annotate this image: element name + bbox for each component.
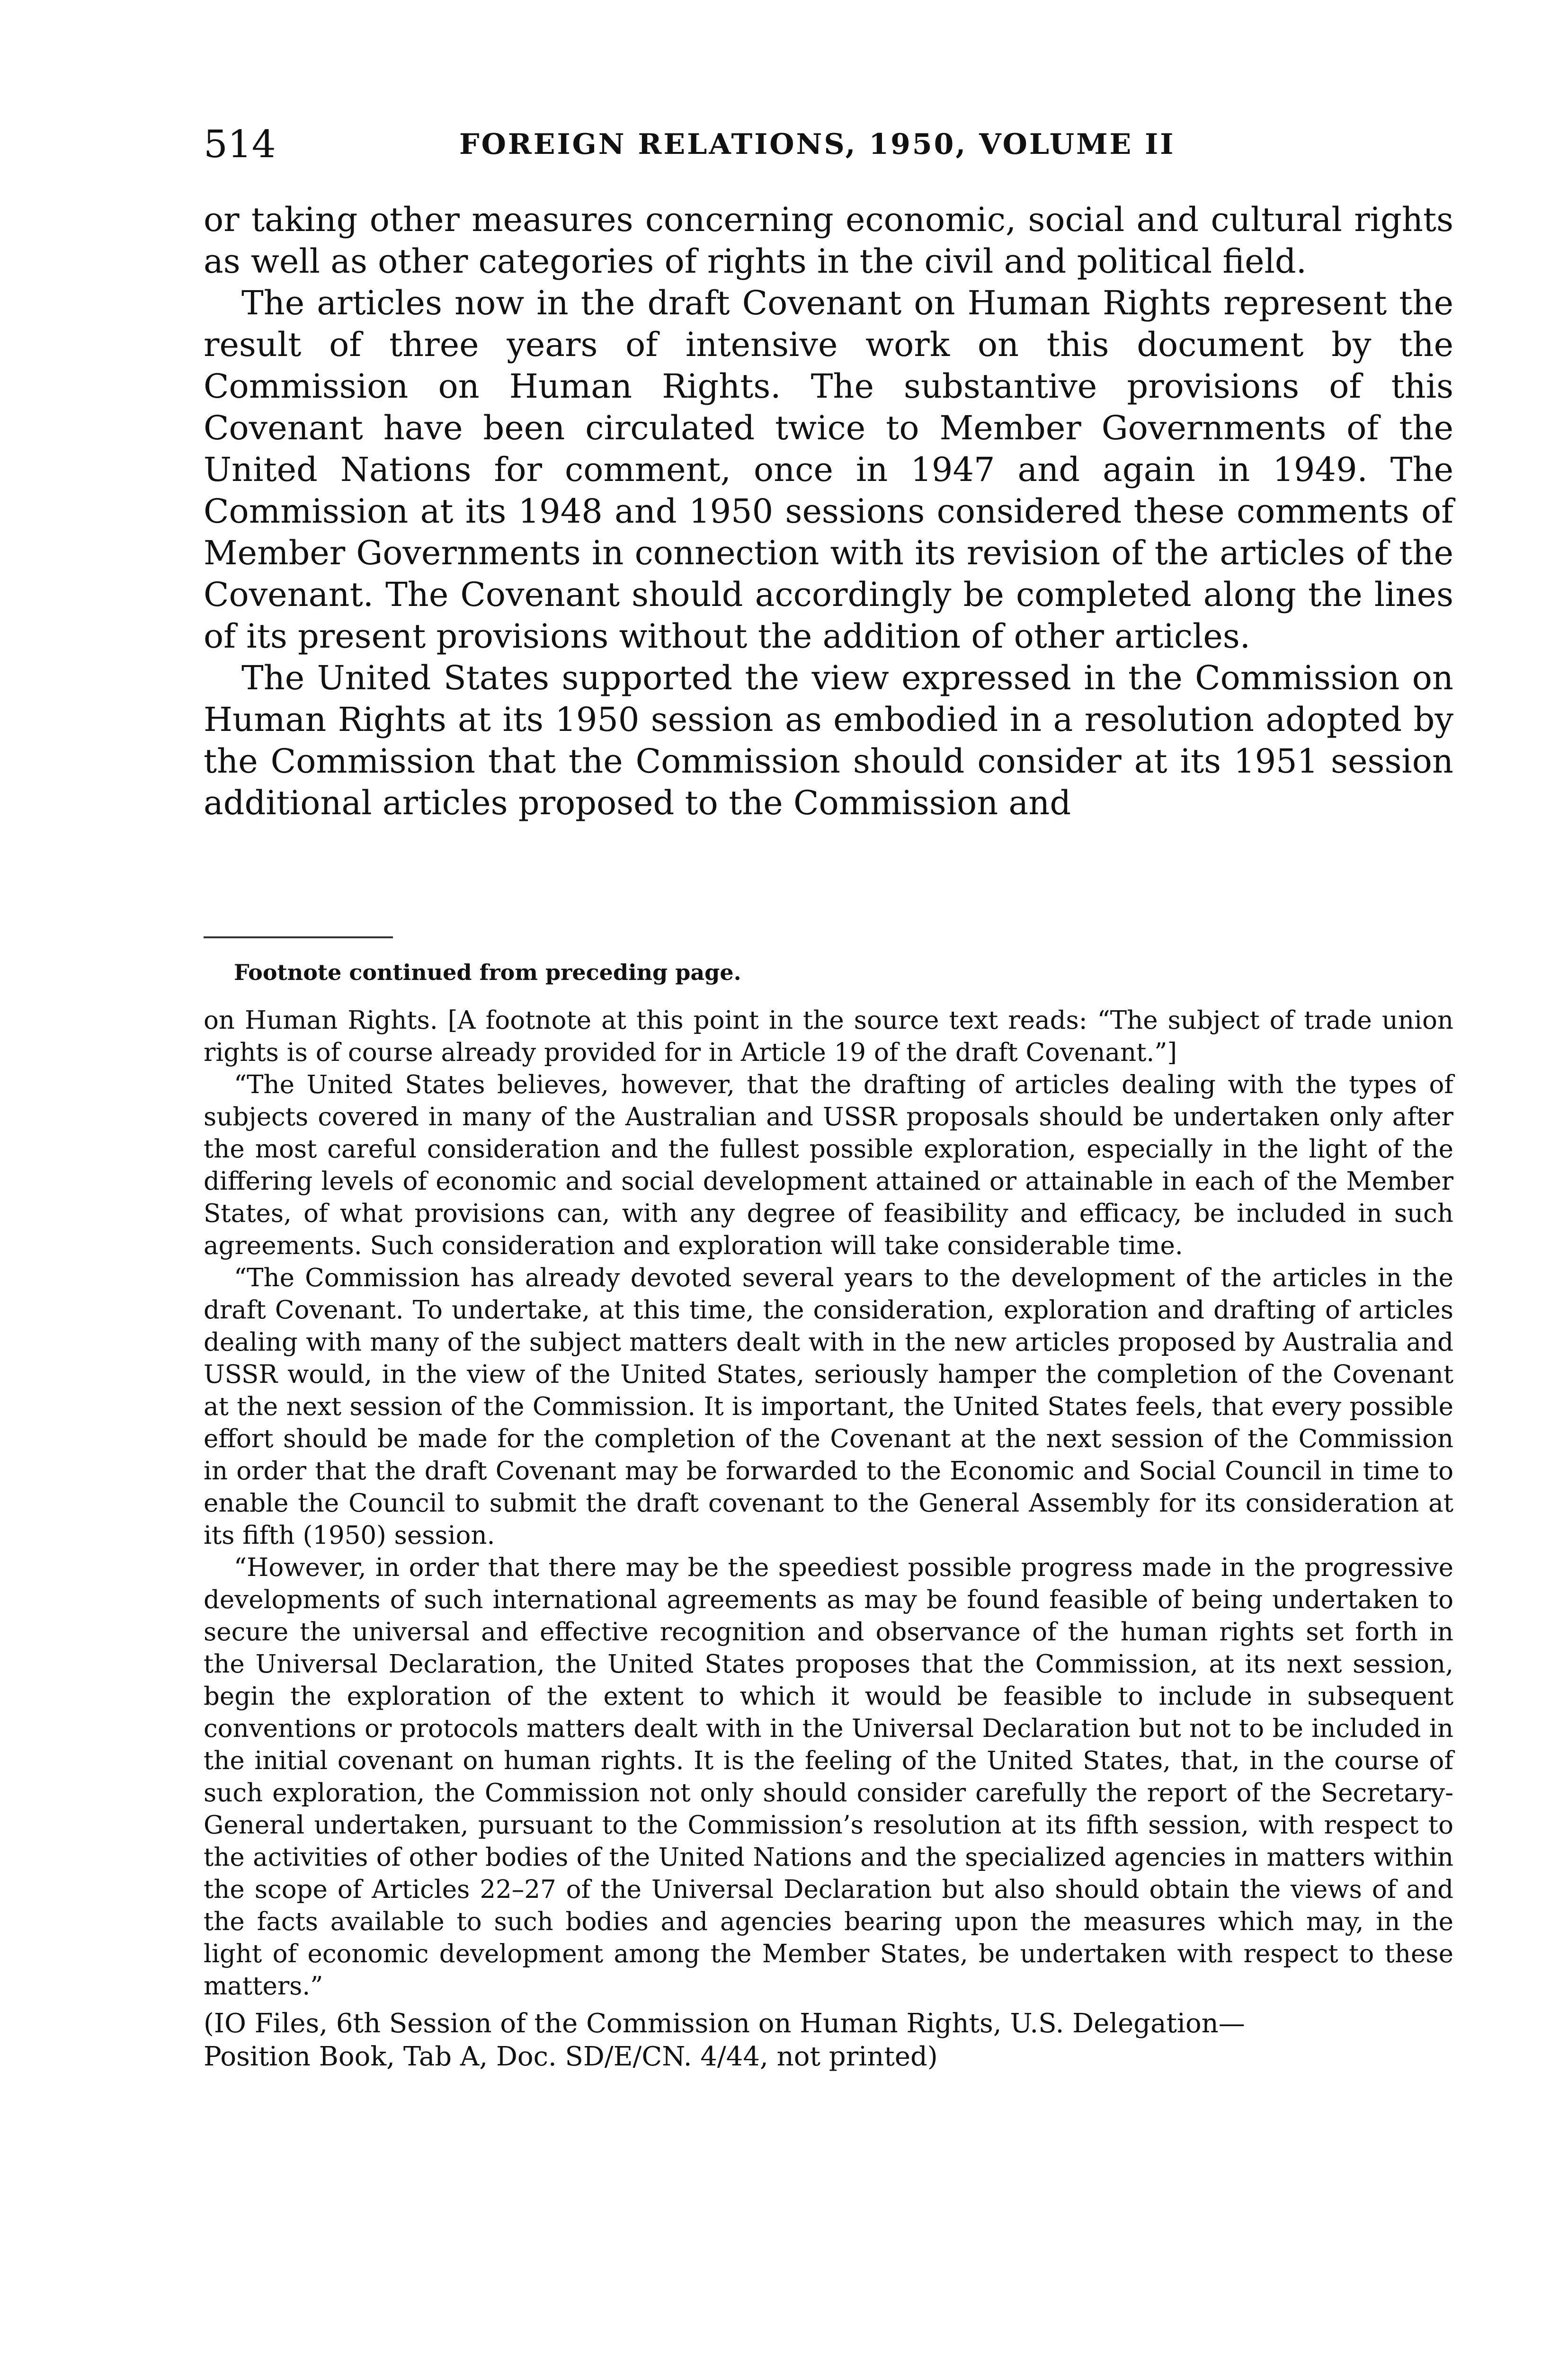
body-paragraph: or taking other measures concerning economic, social and cultural rights as well as other categories of rights in the civil and political field. <box>204 200 1453 281</box>
footnote-section <box>204 956 1453 2073</box>
source-citation <box>204 2007 1453 2073</box>
body-paragraph: The articles now in the draft Covenant on Human Rights represent the result of three years of intensive work on this document by the Commission on Human Rights. The substantive provisions of this Covenant have been circulated twice to Member Governments of the United Nations for comment, once in 1947 and again in 1949. The Commission at its 1948 and 1950 sessions considered these comments of Member Governments in connection with its revision of the articles of the Covenant. The Covenant should accordingly be completed along the lines of its present provisions without the addition of other articles. <box>204 284 1453 656</box>
source-citation-line: Position Book, Tab A, Doc. SD/E/CN. 4/44, not printed) <box>204 2041 938 2072</box>
running-head: FOREIGN RELATIONS, 1950, VOLUME II <box>459 128 1176 161</box>
page-header <box>204 118 1453 170</box>
footnote-paragraph: “The Commission has already devoted several years to the development of the articles in the draft Covenant. To undertake, at this time, the consideration, exploration and drafting of articles dealing with many of the subject matters dealt with in the new articles proposed by Australia and USSR would, in the view of the United States, seriously hamper the completion of the Covenant at the next session of the Commission. It is important, the United States feels, that every possible effort should be made for the completion of the Covenant at the next session of the Commission in order that the draft Covenant may be forwarded to the Economic and Social Council in time to enable the Council to submit the draft covenant to the General Assembly for its consideration at its fifth (1950) session. <box>204 1264 1453 1550</box>
footnote-paragraph: “However, in order that there may be the speediest possible progress made in the progressive developments of such international agreements as may be found feasible of being undertaken to secure the universal and effective recognition and observance of the human rights set forth in the Universal Declaration, the United States proposes that the Commission, at its next session, begin the exploration of the extent to which it would be feasible to include in subsequent conventions or protocols matters dealt with in the Universal Declaration but not to be included in the initial covenant on human rights. It is the feeling of the United States, that, in the course of such exploration, the Commission not only should consider carefully the report of the Secretary-General undertaken, pursuant to the Commission’s resolution at its fifth session, with respect to the activities of other bodies of the United Nations and the specialized agencies in matters within the scope of Articles 22–27 of the Universal Declaration but also should obtain the views of and the facts available to such bodies and agencies bearing upon the measures which may, in the light of economic development among the Member States, be undertaken with respect to these matters.” <box>204 1553 1453 2001</box>
body-paragraph: The United States supported the view expressed in the Commission on Human Rights at its 1950 session as embodied in a resolution adopted by the Commission that the Commission should consider at its 1951 session additional articles proposed to the Commission and <box>204 658 1453 822</box>
footnote-divider <box>204 936 393 938</box>
footnote-paragraph: on Human Rights. [A footnote at this point in the source text reads: “The subject of trade union rights is of course already provided for in Article 19 of the draft Covenant.”] <box>204 1006 1453 1067</box>
main-text <box>204 199 1453 824</box>
page-number: 514 <box>204 122 276 166</box>
footnote-paragraph: “The United States believes, however, that the drafting of articles dealing with the types of subjects covered in many of the Australian and USSR proposals should be undertaken only after the most careful consideration and the fullest possible exploration, especially in the light of the differing levels of economic and social development attained or attainable in each of the Member States, of what provisions can, with any degree of feasibility and efficacy, be included in such agreements. Such consideration and exploration will take considerable time. <box>204 1070 1453 1260</box>
footnote-continued-label: Footnote continued from preceding page. <box>234 960 741 985</box>
source-citation-line: (IO Files, 6th Session of the Commission on Human Rights, U.S. Delegation— <box>204 2008 1245 2039</box>
